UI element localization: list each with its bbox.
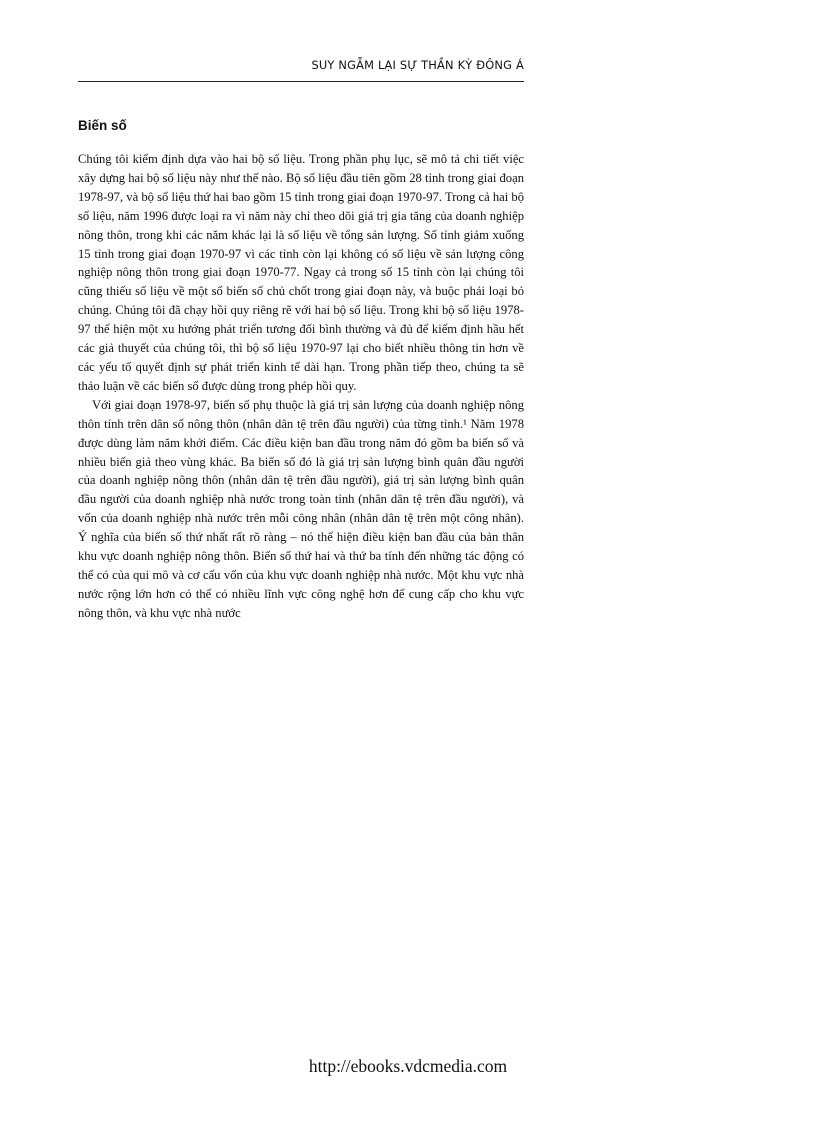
- running-header: SUY NGẪM LẠI SỰ THẦN KỲ ĐÔNG Á: [311, 58, 524, 72]
- paragraph-1: Chúng tôi kiểm định dựa vào hai bộ số liệu. Trong phần phụ lục, sẽ mô tả chi tiết việc xây dựng hai bộ số liệu này như thế nào. Bộ số liệu đầu tiên gồm 28 tỉnh trong giai đoạn 1978-97, và bộ số liệu thứ hai bao gồm 15 tỉnh trong giai đoạn 1970-97. Trong cả hai bộ số liệu, năm 1996 được loại ra vì năm này chỉ theo dõi giá trị gia tăng của doanh nghiệp nông thôn, trong khi các năm khác lại là số liệu về tổng sản lượng. Số tỉnh giảm xuống 15 tỉnh trong giai đoạn 1970-97 vì các tỉnh còn lại không có số liệu về sản lượng công nghiệp nông thôn trong giai đoạn 1970-77. Ngay cả trong số 15 tỉnh còn lại chúng tôi cũng thiếu số liệu về một số biến số chủ chốt trong giai đoạn này, và buộc phải loại bỏ chúng. Chúng tôi đã chạy hồi quy riêng rẽ với hai bộ số liệu. Trong khi bộ số liệu 1978-97 thể hiện một xu hướng phát triển tương đối bình thường và đủ để kiểm định hầu hết các giả thuyết của chúng tôi, thì bộ số liệu 1970-97 lại cho biết nhiều thông tin hơn về các yếu tố quyết định sự phát triển kinh tế dài hạn. Trong phần tiếp theo, chúng ta sẽ thảo luận về các biến số được dùng trong phép hồi quy.: [78, 152, 524, 393]
- section-heading: Biến số: [78, 118, 127, 133]
- body-text: [78, 150, 524, 623]
- paragraph-2: Với giai đoạn 1978-97, biến số phụ thuộc là giá trị sản lượng của doanh nghiệp nông thôn tính trên dân số nông thôn (nhân dân tệ trên đầu người) của từng tỉnh.¹ Năm 1978 được dùng làm năm khởi điểm. Các điều kiện ban đầu trong năm đó gồm ba biến số và nhiều biến giả theo vùng khác. Ba biến số đó là giá trị sản lượng bình quân đầu người của doanh nghiệp nông thôn (nhân dân tệ trên đầu người), giá trị sản lượng bình quân đầu người của doanh nghiệp nhà nước trong toàn tỉnh (nhân dân tệ trên đầu người), và vốn của doanh nghiệp nhà nước trên mỗi công nhân (nhân dân tệ trên một công nhân). Ý nghĩa của biến số thứ nhất rất rõ ràng – nó thể hiện điều kiện ban đầu của bản thân khu vực doanh nghiệp nông thôn. Biến số thứ hai và thứ ba tính đến những tác động có thể có của qui mô và cơ cấu vốn của khu vực doanh nghiệp nhà nước. Một khu vực nhà nước rộng lớn hơn có thể có nhiều lĩnh vực công nghệ hơn để cung cấp cho khu vực nông thôn, và khu vực nhà nước: [78, 397, 524, 620]
- header-divider: [78, 81, 524, 82]
- footer-url: http://ebooks.vdcmedia.com: [308, 1056, 508, 1076]
